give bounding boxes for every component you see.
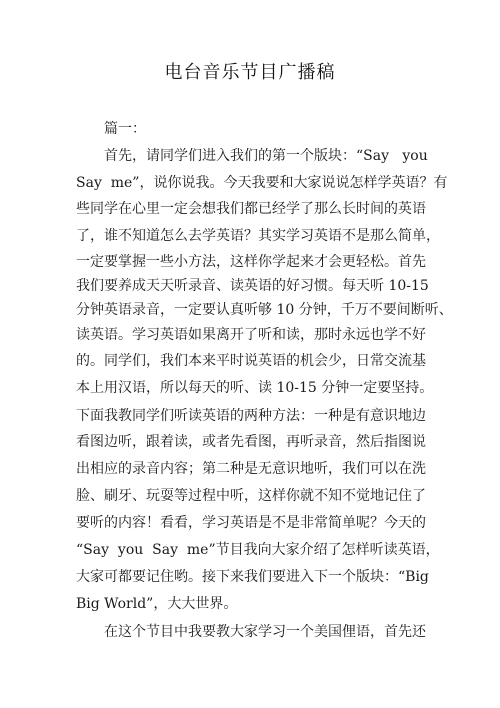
text-line-section-heading: 篇一： (104, 121, 146, 137)
text-line: 一定要掌握一些小方法，这样你学起来才会更轻松。首先 (76, 254, 426, 270)
text-line: 的。同学们，我们本来平时说英语的机会少，日常交流基 (76, 353, 426, 369)
text-line: 我们要养成天天听录音、读英语的好习惯。每天听 10-15 (76, 278, 429, 294)
text-line: 大家可都要记住哟。接下来我们要进入下一个版块：“Big (76, 569, 429, 585)
text-line: 下面我教同学们听读英语的两种方法：一种是有意识地边 (76, 408, 426, 424)
text-line: 分钟英语录音，一定要认真听够 10 分钟，千万不要间断听、 (76, 302, 453, 318)
text-line: 脸、刷牙、玩耍等过程中听，这样你就不知不觉地记住了 (76, 488, 426, 504)
text-line: Say me”，说你说我。今天我要和大家说说怎样学英语？有 (76, 175, 448, 191)
text-line: 在这个节目中我要教大家学习一个美国俚语，首先还 (104, 624, 426, 640)
text-line: “Say you Say me”节目我向大家介绍了怎样听读英语， (76, 542, 440, 558)
text-line: 要听的内容！看看，学习英语是不是非常简单呢？今天的 (76, 515, 426, 531)
text-line: 出相应的录音内容；第二种是无意识地听，我们可以在洗 (76, 461, 426, 477)
text-line: 看图边听，跟着读，或者先看图，再听录音，然后指图说 (76, 434, 426, 450)
text-line: 首先，请同学们进入我们的第一个版块：“Say you (104, 148, 428, 164)
text-line: 些同学在心里一定会想我们都已经学了那么长时间的英语 (76, 201, 426, 217)
document-title: 电台音乐节目广播稿 (164, 62, 336, 83)
text-line: 本上用汉语，所以每天的听、读 10-15 分钟一定要坚持。 (76, 380, 434, 396)
text-line: 了，谁不知道怎么去学英语？其实学习英语不是那么简单， (76, 228, 440, 244)
text-line: Big World”，大大世界。 (76, 596, 238, 612)
text-line: 读英语。学习英语如果离开了听和读，那时永远也学不好 (76, 327, 426, 343)
